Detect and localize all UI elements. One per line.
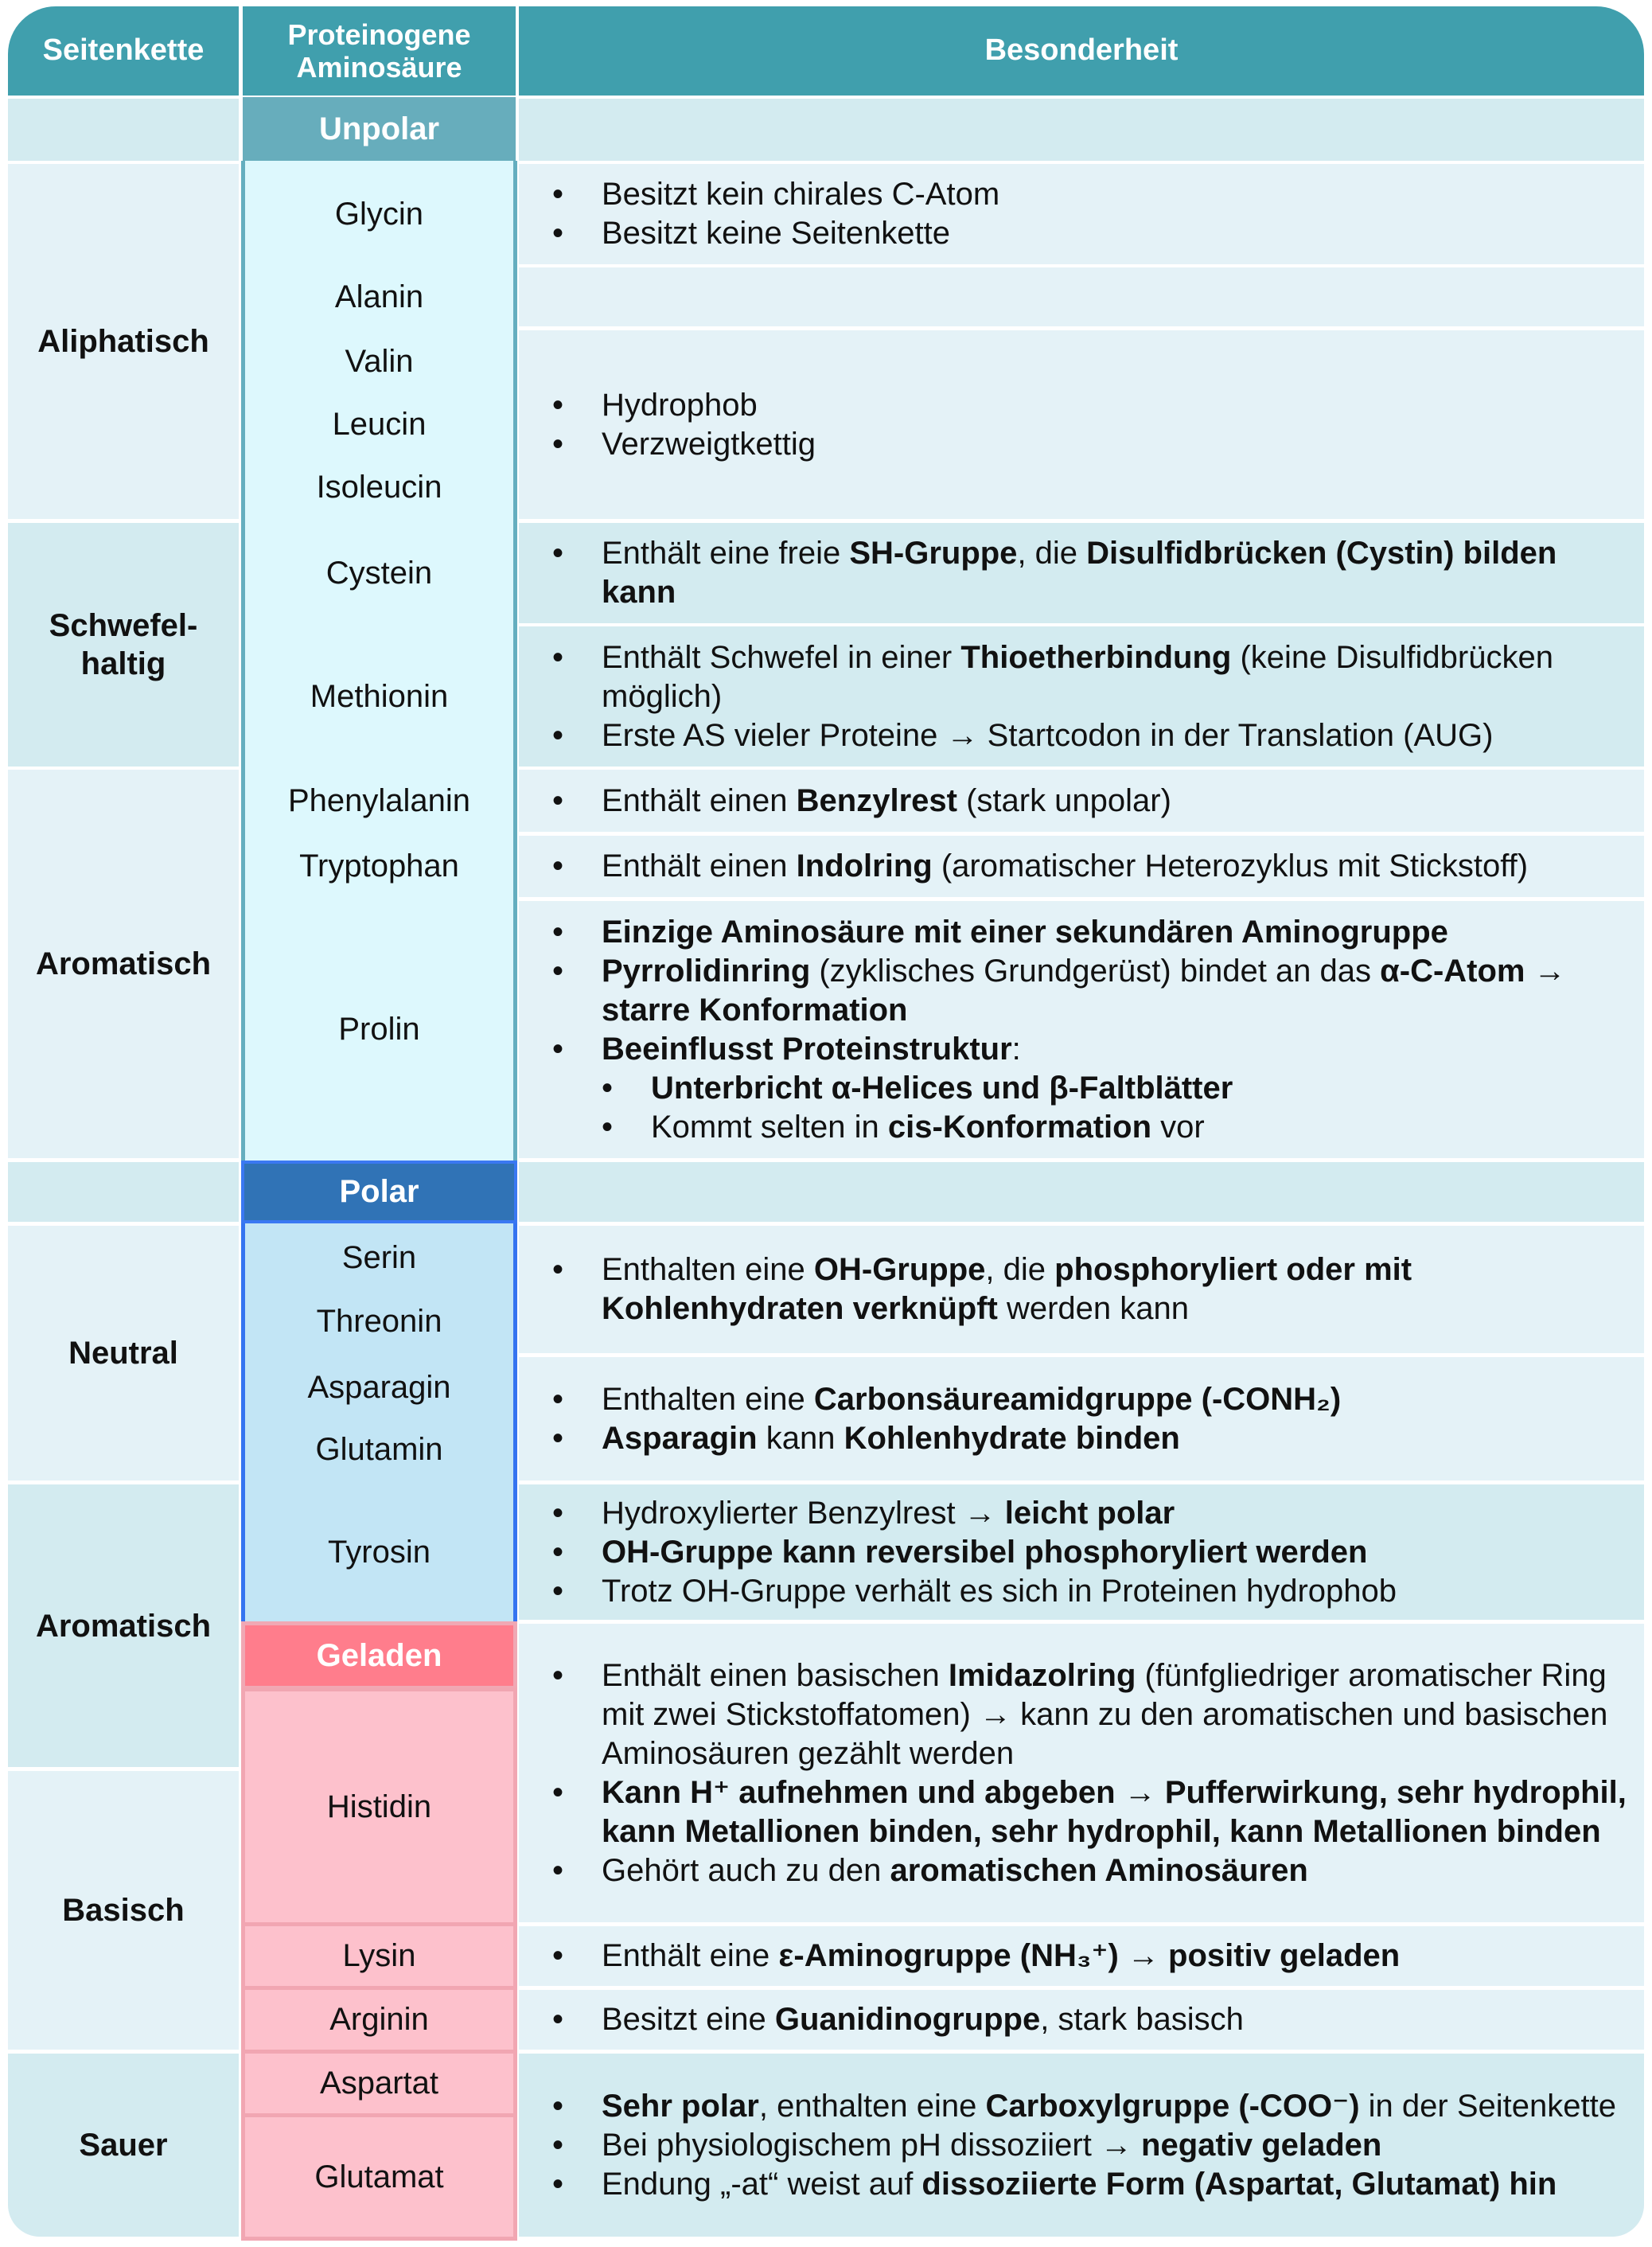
category-row-spacer-left [8, 99, 239, 161]
bold-text: Beeinflusst Proteinstruktur [602, 1031, 1012, 1067]
bold-text: Benzylrest [796, 782, 957, 818]
side-chain-neutral [8, 1226, 239, 1480]
category-row-spacer-right [519, 99, 1644, 161]
bold-text: OH-Gruppe [813, 1252, 986, 1287]
bullet-list [543, 847, 1628, 886]
amino-acid-serin: Serin [341, 1239, 417, 1275]
category-row-spacer-left [8, 1162, 239, 1222]
amino-acid-glycin [245, 164, 513, 264]
bullet-item [543, 952, 1628, 1030]
bullet-item [543, 425, 1628, 464]
side-chain-label: haltig [80, 646, 166, 681]
text: (aromatischer Heterozyklus mit Stickstoff) [932, 848, 1529, 884]
bold-text: Imidazolring [948, 1657, 1136, 1693]
side-chain-label: Schwefel- [49, 608, 198, 643]
side-chain-label: Aliphatisch [37, 324, 209, 359]
bold-text: dissoziierte Form (Aspartat, Glutamat) hin [921, 2166, 1557, 2202]
text: (keine Disulfidbrücken möglich) [602, 639, 1553, 714]
bullet-item [543, 1851, 1628, 1890]
bullet-item [543, 638, 1628, 716]
side-chain-aromatisch-unpolar [8, 770, 239, 1158]
bold-text: leicht polar [1004, 1495, 1175, 1531]
amino-acid-valin: Valin [345, 344, 414, 379]
bullet-list [543, 638, 1628, 755]
bold-text: SH-Gruppe [849, 536, 1018, 571]
amino-acid-alanin [245, 267, 513, 326]
text: Hydroxylierter Benzylrest → [602, 1495, 1005, 1531]
bullet-item [543, 782, 1628, 821]
bullet-item [543, 2087, 1628, 2126]
bold-text: ε-Aminogruppe (NH₃⁺) → positiv geladen [778, 1938, 1401, 1973]
text: (fünfgliedriger aromatischer Ring mit zwei Stickstoffatomen) → kann zu den aromatischen und basischen Aminosäuren gezählt werden [602, 1657, 1608, 1771]
bullet-list [543, 1937, 1628, 1976]
bullet-list [543, 1656, 1628, 1890]
text: Kommt selten in [651, 1109, 888, 1145]
bullet-item [543, 847, 1628, 886]
note-phenylalanin [519, 770, 1644, 832]
text: Besitzt eine [602, 2002, 775, 2037]
text: kann [757, 1420, 844, 1456]
note-cystein [519, 523, 1644, 623]
text: werden kann [997, 1291, 1189, 1326]
category-polar [241, 1161, 517, 1223]
bullet-item [543, 214, 1628, 253]
category-unpolar [243, 97, 516, 161]
bold-text: OH-Gruppe kann reversibel phosphoryliert werden [602, 1534, 1368, 1570]
text: Hydrophob [602, 387, 758, 423]
bold-text: Asparagin [602, 1420, 758, 1456]
amino-acid-methionin [245, 626, 513, 767]
side-chain-label: Sauer [79, 2128, 168, 2163]
bullet-list [543, 913, 1628, 1147]
bullet-item [543, 1937, 1628, 1976]
note-tyrosin [519, 1484, 1644, 1620]
side-chain-aromatisch-polar [8, 1484, 239, 1767]
amino-acid-label: Methionin [310, 678, 449, 714]
side-chain-basisch [8, 1771, 239, 2050]
bullet-item [543, 1380, 1628, 1419]
bold-text: Guanidinogruppe [774, 2002, 1041, 2037]
category-geladen-label: Geladen [316, 1637, 442, 1673]
bold-text: Kohlenhydrate binden [844, 1420, 1180, 1456]
text: Enthält eine freie [602, 536, 850, 571]
note-histidin [519, 1624, 1644, 1922]
category-geladen [241, 1621, 517, 1690]
bullet-item [543, 386, 1628, 425]
note-asparagin-glutamin [519, 1357, 1644, 1480]
text: , die [985, 1252, 1055, 1287]
text: , stark basisch [1040, 2002, 1244, 2037]
amino-acid-lysin [241, 1922, 517, 1990]
text: Gehört auch zu den [602, 1852, 890, 1888]
amino-acid-label: Tyrosin [328, 1534, 431, 1570]
bold-text: Sehr polar [602, 2088, 759, 2124]
bullet-item [543, 1250, 1628, 1328]
text: Besitzt kein chirales C-Atom [602, 177, 1000, 212]
amino-acid-aspartat [241, 2050, 517, 2117]
bullet-item [543, 1773, 1628, 1851]
amino-acid-prolin [245, 901, 513, 1158]
note-prolin [519, 901, 1644, 1158]
bold-text: Unterbricht α-Helices und β-Faltblätter [651, 1070, 1233, 1106]
text: , die [1017, 536, 1087, 571]
bold-text: Einzige Aminosäure mit einer sekundären Aminogruppe [602, 914, 1448, 950]
bullet-list [543, 2087, 1628, 2204]
amino-acid-label: Glutamat [314, 2159, 444, 2194]
bullet-list [543, 386, 1628, 464]
amino-acid-group-asparagin-glutamin [245, 1357, 513, 1480]
text: Enthält einen [602, 848, 797, 884]
text: , enthalten eine [758, 2088, 986, 2124]
amino-acid-cystein [245, 523, 513, 623]
bold-text: phosphoryliert oder mit Kohlenhydraten verknüpft [602, 1252, 1412, 1326]
text: Enthält Schwefel in einer [602, 639, 961, 675]
header-seitenkette [8, 6, 239, 96]
amino-acid-label: Prolin [338, 1012, 420, 1047]
text: Enthalten eine [602, 1252, 814, 1287]
amino-acid-label: Lysin [342, 1938, 416, 1973]
amino-acid-asparagin: Asparagin [307, 1370, 451, 1406]
side-chain-sauer [8, 2054, 239, 2237]
bold-text: Carboxylgruppe (-COO⁻) [985, 2088, 1360, 2124]
amino-acid-label: Aspartat [320, 2066, 438, 2101]
amino-acid-phenylalanin [245, 770, 513, 832]
bold-text: cis-Konformation [887, 1109, 1152, 1145]
text: Besitzt keine Seitenkette [602, 216, 951, 251]
note-serin-threonin [519, 1226, 1644, 1353]
bold-text: Thioetherbindung [960, 639, 1232, 675]
amino-acid-group-valin-isoleucin [245, 330, 513, 519]
text: Erste AS vieler Proteine → Startcodon in der Translation (AUG) [602, 717, 1494, 753]
category-row-spacer-right [519, 1162, 1644, 1222]
amino-acid-histidin [241, 1687, 517, 1926]
bold-text: Indolring [796, 848, 933, 884]
amino-acid-leucin: Leucin [332, 407, 427, 442]
header-seitenkette-label: Seitenkette [42, 33, 205, 68]
bullet-list [543, 534, 1628, 612]
bullet-item [543, 1494, 1628, 1533]
side-chain-label: Aromatisch [35, 946, 212, 981]
bullet-item [543, 534, 1628, 612]
side-chain-label: Basisch [62, 1893, 185, 1928]
text: Enthalten eine [602, 1381, 814, 1417]
bold-text: Disulfidbrücken (Cystin) bilden kann [602, 536, 1557, 610]
note-lysin [519, 1926, 1644, 1986]
header-besonderheit [519, 6, 1644, 96]
amino-acid-label: Glycin [334, 196, 424, 232]
bullet-item [543, 716, 1628, 755]
note-tryptophan [519, 836, 1644, 897]
note-valin-leucin-isoleucin [519, 330, 1644, 519]
text: (stark unpolar) [957, 782, 1171, 818]
category-polar-label: Polar [339, 1174, 419, 1209]
amino-acid-glutamat [241, 2113, 517, 2241]
bullet-item [543, 2126, 1628, 2165]
text: Trotz OH-Gruppe verhält es sich in Proteinen hydrophob [602, 1573, 1397, 1609]
bullet-item [543, 1656, 1628, 1773]
note-aspartat-glutamat [519, 2054, 1644, 2237]
text: : [1011, 1031, 1021, 1067]
amino-acid-label: Phenylalanin [287, 782, 471, 818]
bold-text: negativ geladen [1141, 2127, 1382, 2163]
amino-acid-label: Tryptophan [299, 848, 459, 884]
bullet-list [543, 1494, 1628, 1611]
amino-acid-isoleucin: Isoleucin [316, 470, 442, 505]
amino-acid-label: Histidin [326, 1789, 432, 1824]
header-besonderheit-label: Besonderheit [984, 33, 1179, 68]
amino-acid-label: Alanin [334, 279, 424, 314]
bold-text: aromatischen Aminosäuren [890, 1852, 1308, 1888]
bold-text: Kann H⁺ aufnehmen und abgeben → Pufferwirkung, sehr hydrophil, kann Metallionen binden, sehr hydrophil, kann Metallionen binden [602, 1774, 1627, 1849]
bullet-item [543, 1108, 1628, 1147]
amino-acid-label: Arginin [329, 2002, 429, 2037]
bullet-item [543, 2000, 1628, 2039]
amino-acid-threonin: Threonin [316, 1303, 442, 1339]
amino-acid-glutamin: Glutamin [315, 1431, 443, 1467]
bullet-list [543, 175, 1628, 253]
header-aminosaeure-label: Proteinogene Aminosäure [287, 18, 471, 84]
side-chain-label: Neutral [68, 1336, 178, 1371]
bold-text: Pyrrolidinring [602, 953, 811, 989]
text: Enthält einen [602, 782, 797, 818]
side-chain-schwefelhaltig [8, 523, 239, 767]
bullet-list [543, 2000, 1628, 2039]
note-alanin [519, 267, 1644, 326]
bullet-item [543, 1572, 1628, 1611]
bullet-item [543, 1419, 1628, 1458]
bullet-item [543, 175, 1628, 214]
side-chain-label: Aromatisch [35, 1608, 212, 1644]
bullet-item [543, 1533, 1628, 1572]
header-aminosaeure [243, 6, 516, 96]
note-glycin [519, 164, 1644, 264]
bullet-list [543, 1250, 1628, 1328]
bullet-item [543, 913, 1628, 952]
category-unpolar-label: Unpolar [318, 111, 440, 146]
bullet-list [543, 782, 1628, 821]
bullet-list [543, 1380, 1628, 1458]
text: Verzweigtkettig [602, 426, 816, 462]
bullet-item [543, 2165, 1628, 2204]
bold-text: α-C-Atom → starre Konformation [602, 953, 1566, 1028]
bullet-item [543, 1069, 1628, 1108]
note-methionin [519, 626, 1644, 767]
amino-acid-label: Cystein [325, 555, 433, 591]
amino-acid-tyrosin [245, 1484, 513, 1620]
text: Endung „-at“ weist auf [602, 2166, 922, 2202]
amino-acid-arginin [241, 1986, 517, 2054]
bullet-item [543, 1030, 1628, 1069]
side-chain-aliphatisch [8, 164, 239, 519]
text: Enthält eine [602, 1938, 779, 1973]
amino-acid-group-serin-threonin [245, 1226, 513, 1353]
amino-acid-tryptophan [245, 836, 513, 897]
note-arginin [519, 1990, 1644, 2050]
text: Enthält einen basischen [602, 1657, 949, 1693]
text: Bei physiologischem pH dissoziiert → [602, 2127, 1142, 2163]
text: in der Seitenkette [1359, 2088, 1616, 2124]
text: (zyklisches Grundgerüst) bindet an das [810, 953, 1381, 989]
text: vor [1151, 1109, 1205, 1145]
bold-text: Carbonsäureamidgruppe (-CONH₂) [813, 1381, 1342, 1417]
